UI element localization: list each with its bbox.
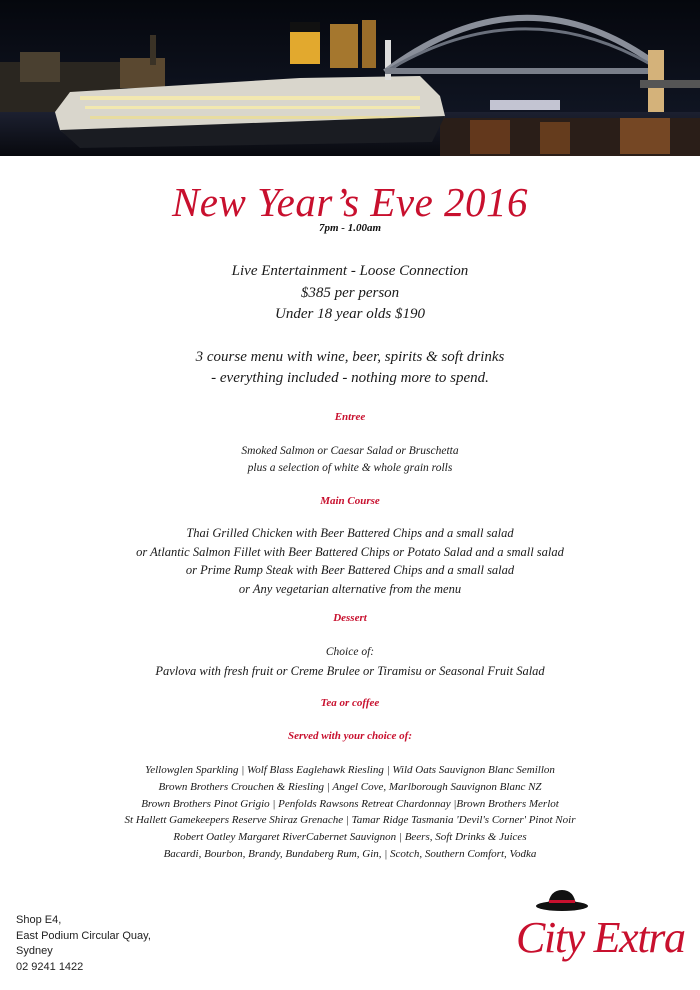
hero-image bbox=[0, 0, 700, 156]
entree-items bbox=[0, 443, 700, 477]
menu-item: Pavlova with fresh fruit or Creme Brulee or Tiramisu or Seasonal Fruit Salad bbox=[155, 663, 545, 678]
venue-address bbox=[16, 913, 151, 975]
drinks-line: Brown Brothers Pinot Grigio | Penfolds Rawsons Retreat Chardonnay |Brown Brothers Merlot bbox=[141, 797, 559, 810]
drinks-line: St Hallett Gamekeepers Reserve Shiraz Grenache | Tamar Ridge Tasmania 'Devil's Corner' Pinot Noir bbox=[124, 814, 576, 827]
drinks-line: Robert Oatley Margaret RiverCabernet Sauvignon | Beers, Soft Drinks & Juices bbox=[173, 831, 527, 844]
menu-item: or Any vegetarian alternative from the menu bbox=[238, 581, 462, 596]
page-title: New Year’s Eve 2016 bbox=[171, 179, 529, 225]
dessert-heading: Dessert bbox=[333, 612, 367, 624]
tea-coffee-heading: Tea or coffee bbox=[320, 697, 380, 709]
event-details bbox=[0, 261, 700, 326]
logo-text: City Extra bbox=[516, 913, 686, 962]
under-18-price: Under 18 year olds $190 bbox=[275, 306, 425, 322]
drinks-list bbox=[0, 762, 700, 863]
menu-item: Choice of: bbox=[325, 646, 375, 658]
menu-item: or Prime Rump Steak with Beer Battered Chips and a small salad bbox=[185, 563, 515, 577]
drinks-line: Yellowglen Sparkling | Wolf Blass Eaglehawk Riesling | Wild Oats Sauvignon Blanc Semillon bbox=[145, 764, 555, 776]
hat-icon bbox=[536, 890, 588, 911]
adult-price: $385 per person bbox=[300, 284, 400, 301]
menu-item: plus a selection of white & whole grain rolls bbox=[247, 462, 453, 474]
drinks-line: Bacardi, Bourbon, Brandy, Bundaberg Rum, Gin, | Scotch, Southern Comfort, Vodka bbox=[163, 847, 537, 860]
city-extra-logo bbox=[510, 884, 690, 974]
package-line: 3 course menu with wine, beer, spirits & soft drinks bbox=[195, 349, 505, 365]
address-line: Shop E4, bbox=[16, 914, 62, 926]
address-line: Sydney bbox=[16, 945, 53, 957]
drinks-line: Brown Brothers Crouchen & Riesling | Angel Cove, Marlborough Sauvignon Blanc NZ bbox=[158, 780, 542, 793]
phone-number: 02 9241 1422 bbox=[16, 960, 84, 973]
menu-item: Smoked Salmon or Caesar Salad or Bruschetta bbox=[241, 445, 459, 457]
event-time: 7pm - 1.00am bbox=[318, 222, 382, 234]
menu-item: Thai Grilled Chicken with Beer Battered Chips and a small salad bbox=[186, 526, 514, 540]
entree-heading: Entree bbox=[334, 411, 366, 423]
menu-item: or Atlantic Salmon Fillet with Beer Battered Chips or Potato Salad and a small salad bbox=[136, 544, 564, 559]
package-description bbox=[0, 347, 700, 389]
main-course-heading: Main Course bbox=[320, 495, 380, 507]
dessert-items bbox=[0, 643, 700, 680]
entertainment-line: Live Entertainment - Loose Connection bbox=[231, 263, 469, 279]
main-course-items bbox=[0, 524, 700, 598]
drinks-heading: Served with your choice of: bbox=[287, 730, 413, 742]
package-line: - everything included - nothing more to spend. bbox=[211, 370, 489, 386]
address-line: East Podium Circular Quay, bbox=[16, 929, 151, 942]
